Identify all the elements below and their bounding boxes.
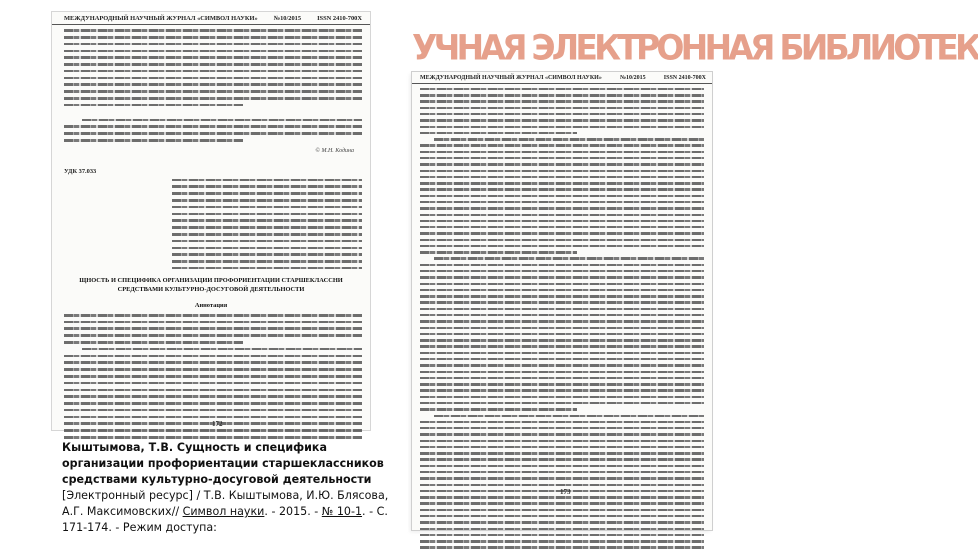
article-title-line: ЩНОСТЬ И СПЕЦИФИКА ОРГАНИЗАЦИИ ПРОФОРИЕНТАЦИИ СТАРШЕКЛАССНИ [79, 277, 343, 285]
citation-block [62, 440, 408, 532]
journal-link[interactable]: Символ науки [182, 505, 265, 518]
previous-article-text [52, 29, 370, 141]
journal-header [52, 12, 370, 25]
author-signature: © М.Н. Кодина [315, 147, 354, 154]
journal-title: МЕЖДУНАРОДНЫЙ НАУЧНЫЙ ЖУРНАЛ «СИМВОЛ НАУКИ» [420, 75, 602, 81]
article-body-text [412, 88, 712, 549]
journal-header [412, 72, 712, 84]
udk-code: УДК 37.033 [64, 167, 97, 175]
citation-text [62, 440, 408, 536]
page-number: 172 [212, 420, 223, 428]
article-body-text [52, 314, 370, 439]
journal-issn: ISSN 2410-700Х [663, 75, 706, 81]
article-title-line: СРЕДСТВАМИ КУЛЬТУРНО-ДОСУГОВОЙ ДЕЯТЕЛЬНОСТИ [117, 286, 305, 294]
citation-year: . - 2015. - [264, 505, 322, 518]
citation-authors: [Электронный ресурс] / Т.В. Кыштымова, И.Ю. Блясова, А.Г. Максимовских// [62, 489, 389, 518]
library-banner: УЧНАЯ ЭЛЕКТРОННАЯ БИБЛИОТЕК [412, 27, 978, 68]
journal-issue: №10/2015 [619, 75, 646, 81]
journal-page-right [412, 72, 712, 530]
citation-title: Кыштымова, Т.В. Сущность и специфика организации профориентации старшеклассников средствами культурно-досуговой деятельности [62, 441, 384, 486]
article-title [52, 269, 370, 294]
journal-issn: ISSN 2410-700Х [317, 15, 362, 22]
journal-issue: №10/2015 [273, 15, 302, 22]
journal-title: МЕЖДУНАРОДНЫЙ НАУЧНЫЙ ЖУРНАЛ «СИМВОЛ НАУКИ» [64, 15, 258, 22]
page-number: 173 [560, 488, 571, 496]
citation-pages: . - С. 171-174. - Режим доступа: [62, 505, 388, 534]
journal-page-left [52, 12, 370, 430]
annotation-heading: Аннотация [194, 301, 228, 309]
issue-link[interactable]: № 10-1 [321, 505, 363, 518]
author-block [172, 179, 370, 270]
